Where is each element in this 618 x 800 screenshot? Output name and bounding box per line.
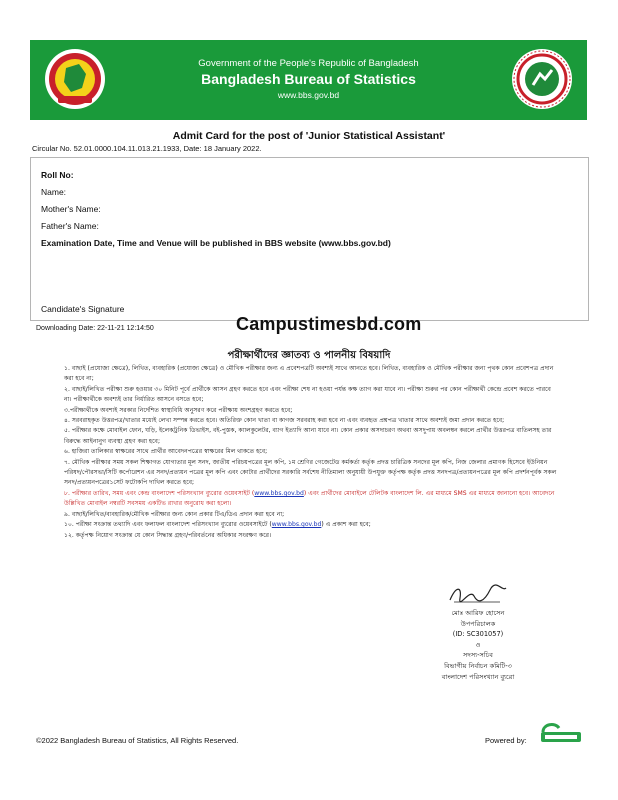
circular-number: Circular No. 52.01.0000.104.11.013.21.1933, Date: 18 January 2022.	[32, 144, 262, 153]
signatory-designation: উপপরিচালক	[460, 619, 496, 628]
signature-scribble	[446, 582, 510, 606]
mother-name-label: Mother's Name:	[41, 204, 101, 214]
roll-label: Roll No:	[41, 170, 74, 180]
rule-item-notice-part1: ৮. পরীক্ষার তারিখ, সময় এবং কেন্দ্র বাংলাদেশ পরিসংখ্যান ব্যুরোর ওয়েবসাইট (	[64, 489, 255, 497]
name-label: Name:	[41, 187, 67, 197]
bbs-logo-icon	[511, 46, 573, 112]
rule-item-notice-part2: ) এবং প্রার্থীদের মোবাইলে টেলিটক বাংলাদেশ লি. এর মাধ্যমে SMS এর মাধ্যমে জানানো হবে। আবেদনে উল্লিখিত মোবাইল নম্বরটি সবসময় একটিভ রাখার অনুরোধ করা হলো।	[64, 489, 555, 508]
rule-item: ২. বাছাই/লিখিত পরীক্ষা শুরু হওয়ার ৩০ মিনিট পূর্বে প্রার্থীকে আসন গ্রহণ করতে হবে এবং পরীক্ষা শেষ না হওয়া পর্যন্ত কক্ষ ত্যাগ করা যাবে না। পরীক্ষা শুরুর পর কোন পরীক্ষার্থী কেন্দ্রে প্রবেশ করতে পারবে না। পরীক্ষার্থীকে অবশ্যই তার নির্ধারিত আসনে বসতে হবে;	[64, 385, 551, 404]
footer-copyright: ©2022 Bangladesh Bureau of Statistics, All Rights Reserved.	[36, 736, 239, 745]
rule-item-notice	[64, 489, 558, 510]
bbs-website-link[interactable]: www.bbs.gov.bd	[254, 489, 304, 497]
father-name-label: Father's Name:	[41, 221, 99, 231]
signatory-id: (ID: SC301057)	[452, 630, 504, 639]
rule-item: ১. বাছাই (প্রযোজ্য ক্ষেত্রে), লিখিত, ব্যবহারিক (প্রযোজ্য ক্ষেত্রে) ও মৌখিক পরীক্ষার জন্য এ প্রবেশপত্রটি অবশ্যই সাথে আনতে হবে। লিখিত, ব্যবহারিক ও মৌখিক পরীক্ষার জন্য পৃথক কোন প্রবেশপত্র প্রদান করা হবে না;	[64, 365, 554, 383]
rule-item-result-part2: ) এ প্রকাশ করা হবে;	[321, 521, 371, 529]
admit-card-title: Admit Card for the post of 'Junior Statistical Assistant'	[172, 130, 446, 142]
signatory-role: সদস্য-সচিব	[463, 651, 493, 660]
rules-title: পরীক্ষার্থীদের জ্ঞাতব্য ও পালনীয় বিষয়াদি	[227, 350, 391, 361]
government-name: Government of the People's Republic of Bangladesh	[198, 58, 419, 69]
watermark-text: Campustimesbd.com	[236, 314, 422, 334]
rule-item: ৪. সরবরাহকৃত উত্তরপত্র/খাতার মধ্যেই লেখা সম্পন্ন করতে হবে। অতিরিক্ত কোন খাতা বা কাগজ সরবরাহ করা হবে না এবং ব্যবহৃত প্রশ্নপত্র খাতার সাথে অবশ্যই জমা প্রদান করতে হবে;	[64, 417, 505, 425]
rule-item: ১২. কর্তৃপক্ষ নিয়োগ সংক্রান্ত যে কোন সিদ্ধান্ত গ্রহণ/পরিবর্তনের অধিকার সংরক্ষণ করে।	[64, 531, 272, 539]
teletalk-logo-icon	[537, 720, 585, 748]
signatory-and: ও	[475, 640, 481, 649]
rules-list	[64, 364, 558, 541]
organization-website[interactable]: www.bbs.gov.bd	[277, 90, 340, 100]
signatory-committee: বিভাগীয় নির্বাচন কমিটি-৩	[444, 661, 512, 670]
rule-item: ৫. পরীক্ষার কক্ষে মোবাইল ফোন, ঘড়ি, ইলেকট্রনিক ডিভাইস, বই-পুস্তক, ক্যালকুলেটর, ব্যাগ ইত্যাদি আনা যাবে না। কোন প্রকার অসদাচরণ অথবা অসদুপায় অবলম্বন করলে প্রার্থীর উত্তরপত্র বাতিলসহ তার বিরুদ্ধে আইনানুগ ব্যবস্থা গ্রহণ করা হবে;	[64, 427, 552, 445]
organization-name: Bangladesh Bureau of Statistics	[201, 71, 416, 87]
candidate-info-box	[30, 157, 589, 321]
rule-item: ৯. বাছাই/লিখিত/ব্যবহারিক/মৌখিক পরীক্ষার জন্য কোন প্রকার টিএ/ডিএ প্রদান করা হবে না;	[64, 510, 285, 518]
signatory-office: বাংলাদেশ পরিসংখ্যান ব্যুরো	[441, 672, 515, 681]
rule-item-result	[64, 520, 558, 530]
header-banner	[30, 40, 587, 120]
bbs-website-link-2[interactable]: www.bbs.gov.bd	[271, 521, 322, 529]
rule-item: ৩.পরীক্ষার্থীকে অবশ্যই সরকার নির্দেশিত স্বাস্থ্যবিধি অনুসরণ করে পরীক্ষায় অংশগ্রহণ করতে হবে;	[64, 406, 293, 414]
signatory-block	[378, 582, 578, 682]
powered-by-label: Powered by:	[485, 736, 527, 745]
candidate-signature-label: Candidate's Signature	[41, 304, 125, 314]
exam-note: Examination Date, Time and Venue will be published in BBS website (www.bbs.gov.bd)	[41, 238, 391, 248]
rule-item: ৭. মৌখিক পরীক্ষার সময় সকল শিক্ষাগত যোগ্যতার মূল সনদ, জাতীয় পরিচয়পত্রের মূল কপি, ১ম শ্রেণির গেজেটেড কর্মকর্তা কর্তৃক প্রদত্ত চারিত্রিক সনদের মূল কপি, নিজ জেলার প্রমাণক হিসেবে ইউনিয়ন পরিষদ/পৌরসভা/সিটি কর্পোরেশন এর সনদ/প্রত্যয়ন পত্রের মূল কপি এবং কোটার প্রার্থীদের সরকারি সর্বশেষ নীতিমালা অনুযায়ী উপযুক্ত কর্তৃপক্ষ কর্তৃক প্রদত্ত সনদপত্র/প্রত্যয়নপত্রের মূল কপি প্রদর্শনপূর্বক সকল সনদ/প্রত্যয়নপত্রের১সেট ফটোকপি দাখিল করতে হবে;	[64, 458, 557, 487]
signatory-name: মোঃ আরিফ হোসেন	[451, 609, 505, 617]
rule-item: ৬. হাজিরা তালিকার স্বাক্ষরের সাথে প্রার্থীর আবেদনপত্রের স্বাক্ষরের মিল থাকতে হবে;	[64, 448, 268, 456]
download-date: Downloading Date: 22-11-21 12:14:50	[36, 325, 154, 332]
rule-item-result-part1: ১০. পরীক্ষা সংক্রান্ত তথ্যাদি এবং ফলাফল বাংলাদেশ পরিসংখ্যান ব্যুরোর ওয়েবসাইটে (	[64, 521, 272, 529]
